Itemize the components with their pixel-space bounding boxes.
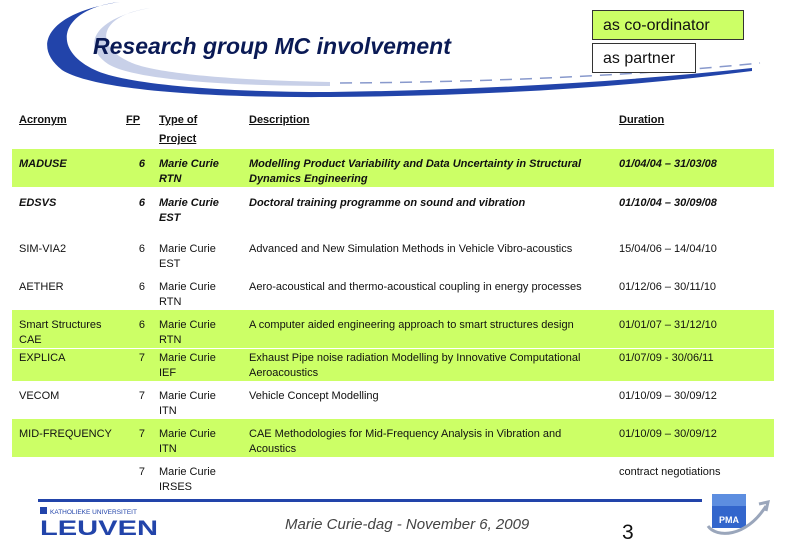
slide-title: Research group MC involvement [93,33,451,59]
cell-type: Marie Curie EST [159,197,219,224]
cell-description [242,457,612,495]
cell-fp: 6 [119,149,152,188]
cell-description: Modelling Product Variability and Data Uncertainty in Structural Dynamics Engineering [242,149,612,188]
legend-coordinator: as co-ordinator [592,10,744,40]
cell-type: Marie Curie EST [159,243,216,270]
university-caption: KATHOLIEKE UNIVERSITEIT [50,509,137,516]
university-name: LEUVEN [40,517,158,537]
table-row [12,226,774,272]
cell-type: Marie Curie IEF [152,349,242,382]
cell-fp: 7 [119,419,152,457]
cell-fp: 6 [138,197,145,209]
cell-description: Aero-acoustical and thermo-acoustical coupling in energy processes [249,281,582,293]
cell-duration: 01/12/06 – 30/11/10 [619,281,717,293]
header-duration: Duration [619,114,665,126]
footer-event-text: Marie Curie-dag - November 6, 2009 [285,516,530,533]
cell-fp: 6 [138,281,145,293]
cell-acronym: AETHER [19,281,64,293]
cell-acronym: Smart Structures CAE [12,310,119,349]
table-row [12,457,774,495]
table-row [12,149,774,188]
cell-duration: 01/10/04 – 30/09/08 [619,197,717,209]
cell-acronym: MADUSE [12,149,119,188]
header-description: Description [249,114,310,126]
cell-type: Marie Curie ITN [152,419,242,457]
cell-duration: contract negotiations [619,466,721,478]
cell-duration: 01/10/09 – 30/09/12 [612,419,774,457]
cell-type: Marie Curie ITN [159,390,216,417]
table-row [12,188,774,227]
mc-projects-table [12,107,774,495]
cell-duration: 15/04/06 – 14/04/10 [619,243,717,255]
table-row [12,310,774,349]
cell-acronym: EDSVS [19,197,57,209]
header-type: Type of Project [159,114,198,145]
pma-logo [706,492,770,540]
cell-description: Doctoral training programme on sound and vibration [249,197,526,209]
table-row [12,272,774,310]
table-header-row [12,107,774,149]
ku-leuven-logo [40,507,162,537]
cell-type: Marie Curie RTN [152,149,242,188]
cell-fp: 6 [119,310,152,349]
cell-acronym [12,457,119,495]
cell-description: CAE Methodologies for Mid-Frequency Analysis in Vibration and Acoustics [242,419,612,457]
cell-acronym: VECOM [19,390,60,402]
header-fp: FP [126,114,141,126]
legend-partner: as partner [592,43,696,73]
cell-type: Marie Curie RTN [152,310,242,349]
cell-duration: 01/07/09 - 30/06/11 [612,349,774,382]
cell-fp: 6 [138,243,145,255]
cell-description: Exhaust Pipe noise radiation Modelling by Innovative Computational Aeroacoustics [242,349,612,382]
cell-duration: 01/04/04 – 31/03/08 [612,149,774,188]
cell-duration: 01/01/07 – 31/12/10 [612,310,774,349]
cell-description: Advanced and New Simulation Methods in Vehicle Vibro-acoustics [249,243,573,255]
footer-divider [38,499,702,502]
table-row [12,381,774,419]
cell-description: Vehicle Concept Modelling [249,390,379,402]
pma-label: PMA [719,515,739,525]
cell-acronym: MID-FREQUENCY [12,419,119,457]
header-acronym: Acronym [19,114,67,126]
cell-acronym: EXPLICA [12,349,119,382]
table-row [12,419,774,457]
page-number: 3 [622,521,634,544]
cell-fp: 7 [138,390,145,402]
table-row [12,349,774,382]
cell-fp: 7 [119,349,152,382]
cell-type: Marie Curie IRSES [159,466,216,493]
cell-duration: 01/10/09 – 30/09/12 [619,390,717,402]
cell-acronym: SIM-VIA2 [19,243,67,255]
cell-type: Marie Curie RTN [159,281,216,308]
cell-description: A computer aided engineering approach to smart structures design [242,310,612,349]
cell-fp: 7 [138,466,145,478]
